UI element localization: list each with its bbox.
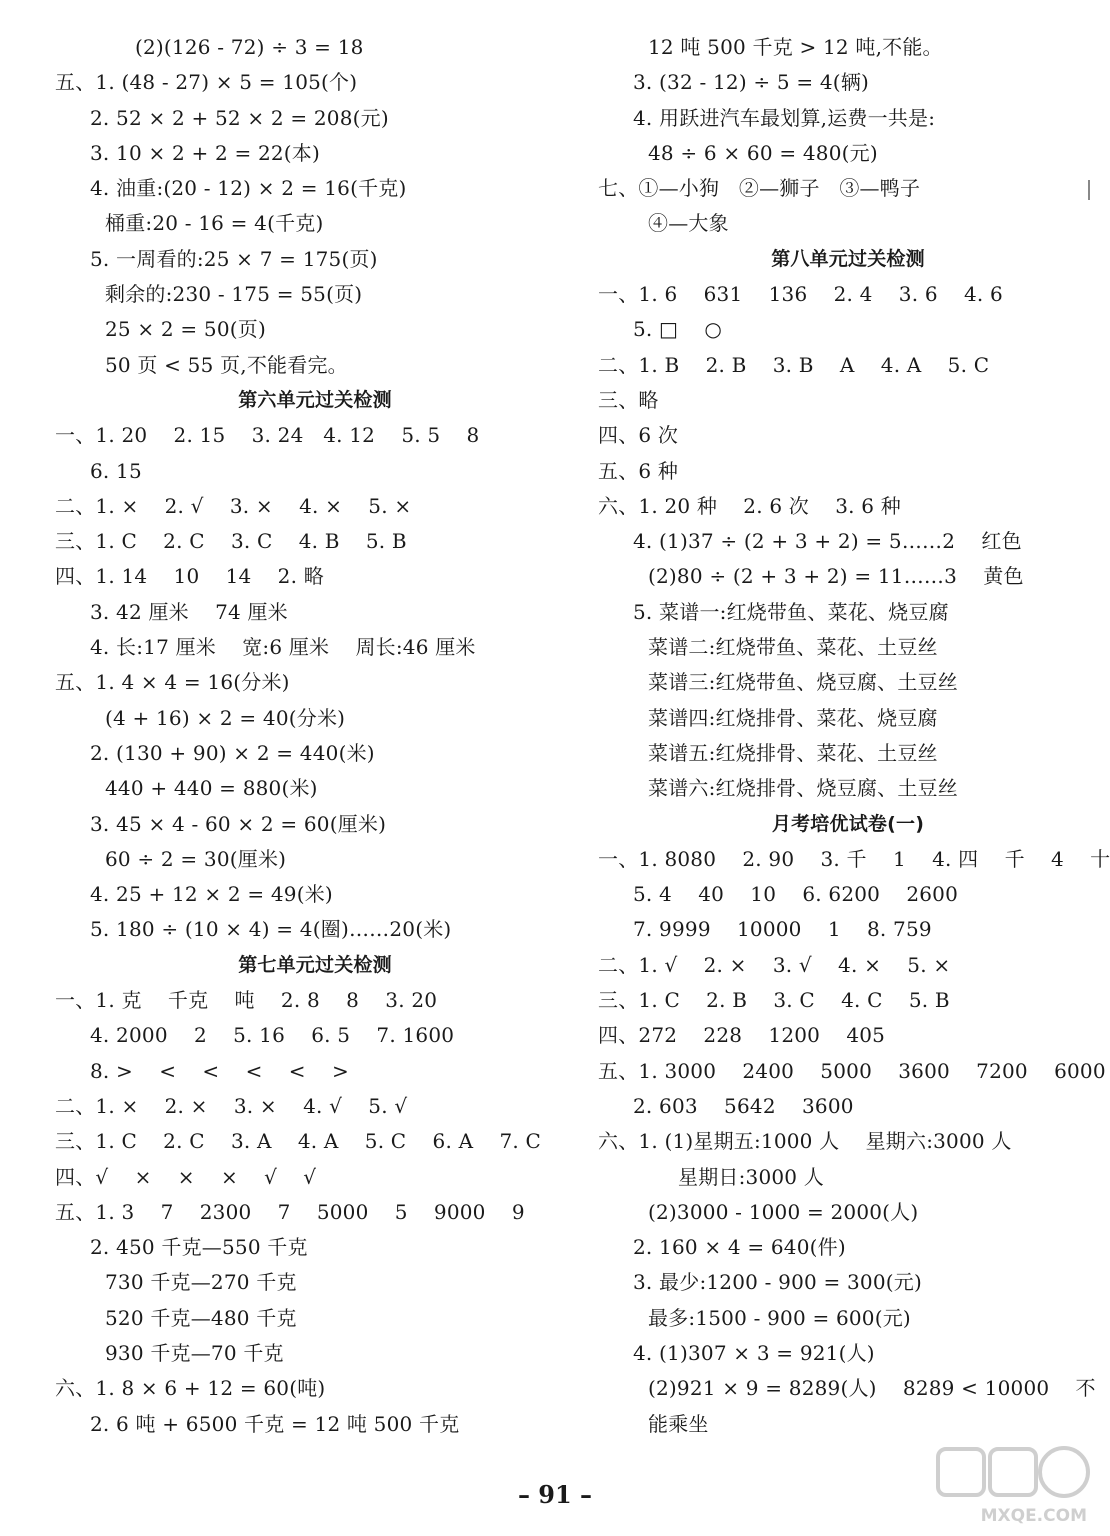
answer-line: 二、1. √ 2. × 3. √ 4. × 5. × (598, 952, 951, 977)
left-column (55, 30, 575, 1442)
answer-line: 一、1. 6 631 136 2. 4 3. 6 4. 6 (598, 282, 1003, 307)
answer-line: ④—大象 (648, 211, 729, 236)
margin-mark (1088, 180, 1090, 200)
answer-line: 最多:1500 - 900 = 600(元) (648, 1305, 911, 1330)
answer-line: 菜谱四:红烧排骨、菜花、烧豆腐 (648, 705, 938, 730)
watermark-logo (930, 1445, 1095, 1530)
answer-line: 一、1. 20 2. 15 3. 24 4. 12 5. 5 8 (55, 423, 480, 448)
answer-line: 菜谱二:红烧带鱼、菜花、土豆丝 (648, 635, 938, 660)
answer-line: 5. 180 ÷ (10 × 4) = 4(圈)……20(米) (90, 917, 452, 942)
answer-line: 3. 45 × 4 - 60 × 2 = 60(厘米) (90, 811, 387, 836)
answer-line: 菜谱六:红烧排骨、烧豆腐、土豆丝 (648, 776, 958, 801)
section-heading: 第六单元过关检测 (238, 388, 392, 411)
answer-line: 4. 2000 2 5. 16 6. 5 7. 1600 (90, 1023, 455, 1048)
answer-line: 一、1. 克 千克 吨 2. 8 8 3. 20 (55, 988, 438, 1013)
answer-line: (2)921 × 9 = 8289(人) 8289 < 10000 不 (648, 1376, 1096, 1401)
answer-line: 二、1. B 2. B 3. B A 4. A 5. C (598, 352, 990, 377)
answer-line: 二、1. × 2. √ 3. × 4. × 5. × (55, 493, 412, 518)
answer-line: 4. 用跃进汽车最划算,运费一共是: (633, 105, 936, 130)
answer-line: 剩余的:230 - 175 = 55(页) (105, 282, 363, 307)
answer-line: 48 ÷ 6 × 60 = 480(元) (648, 140, 878, 165)
answer-line: 2. 603 5642 3600 (633, 1093, 854, 1118)
answer-line: 三、略 (598, 387, 659, 412)
answer-line: 520 千克—480 千克 (105, 1305, 297, 1330)
answer-line: 四、√ × × × √ √ (55, 1164, 317, 1189)
answer-line: 4. 油重:(20 - 12) × 2 = 16(千克) (90, 176, 407, 201)
answer-line: 5. 菜谱一:红烧带鱼、菜花、烧豆腐 (633, 599, 949, 624)
answer-line: (4 + 16) × 2 = 40(分米) (105, 705, 346, 730)
answer-line: 50 页 < 55 页,不能看完。 (105, 352, 348, 377)
answer-line: 菜谱五:红烧排骨、菜花、土豆丝 (648, 740, 938, 765)
section-heading: 月考培优试卷(一) (771, 812, 925, 835)
answer-line: 2. 52 × 2 + 52 × 2 = 208(元) (90, 105, 389, 130)
answer-line: 60 ÷ 2 = 30(厘米) (105, 846, 287, 871)
answer-line: 8. > < < < < > (90, 1058, 349, 1083)
answer-line: 2. 160 × 4 = 640(件) (633, 1235, 846, 1260)
answer-line: 4. (1)307 × 3 = 921(人) (633, 1340, 875, 1365)
answer-line: 440 + 440 = 880(米) (105, 776, 318, 801)
answer-line: 3. 10 × 2 + 2 = 22(本) (90, 140, 321, 165)
answer-line: 730 千克—270 千克 (105, 1270, 297, 1295)
answer-line: (2)3000 - 1000 = 2000(人) (648, 1199, 919, 1224)
answer-line: 四、272 228 1200 405 (598, 1023, 886, 1048)
answer-line: 25 × 2 = 50(页) (105, 317, 266, 342)
answer-line: 2. (130 + 90) × 2 = 440(米) (90, 740, 375, 765)
answer-line: 七、①—小狗 ②—狮子 ③—鸭子 (598, 176, 921, 201)
watermark-text: MXQE.COM (980, 1506, 1087, 1526)
answer-line: 6. 15 (90, 458, 142, 483)
answer-line: 4. 长:17 厘米 宽:6 厘米 周长:46 厘米 (90, 635, 476, 660)
answer-line: 三、1. C 2. C 3. C 4. B 5. B (55, 529, 407, 554)
answer-line: 5. 一周看的:25 × 7 = 175(页) (90, 246, 378, 271)
page-number: – 91 – (517, 1480, 593, 1509)
answer-line: 五、1. 4 × 4 = 16(分米) (55, 670, 290, 695)
answer-line: 二、1. × 2. × 3. × 4. √ 5. √ (55, 1093, 408, 1118)
answer-line: 4. 25 + 12 × 2 = 49(米) (90, 882, 333, 907)
answer-line: 3. (32 - 12) ÷ 5 = 4(辆) (633, 70, 870, 95)
answer-line: 五、1. (48 - 27) × 5 = 105(个) (55, 70, 358, 95)
answer-line: 五、1. 3000 2400 5000 3600 7200 6000 (598, 1058, 1106, 1083)
answer-line: 5. □ ○ (633, 317, 723, 342)
answer-line: 930 千克—70 千克 (105, 1340, 284, 1365)
right-column (598, 30, 1110, 1442)
answer-line: (2)80 ÷ (2 + 3 + 2) = 11……3 黄色 (648, 564, 1024, 589)
answer-line: 5. 4 40 10 6. 6200 2600 (633, 882, 959, 907)
answer-line: 三、1. C 2. B 3. C 4. C 5. B (598, 988, 950, 1013)
answer-line: 五、1. 3 7 2300 7 5000 5 9000 9 (55, 1199, 525, 1224)
answer-line: 桶重:20 - 16 = 4(千克) (105, 211, 324, 236)
answer-line: 3. 最少:1200 - 900 = 300(元) (633, 1270, 922, 1295)
section-heading: 第七单元过关检测 (238, 953, 392, 976)
answer-line: 7. 9999 10000 1 8. 759 (633, 917, 932, 942)
answer-line: 三、1. C 2. C 3. A 4. A 5. C 6. A 7. C (55, 1129, 541, 1154)
answer-line: 12 吨 500 千克 > 12 吨,不能。 (648, 35, 943, 59)
answer-line: 3. 42 厘米 74 厘米 (90, 599, 288, 624)
answer-line: 五、6 种 (598, 458, 679, 483)
answer-line: 2. 6 吨 + 6500 千克 = 12 吨 500 千克 (90, 1411, 460, 1436)
answer-line: 六、1. 20 种 2. 6 次 3. 6 种 (598, 493, 901, 518)
answer-line: 四、6 次 (598, 423, 679, 448)
answer-line: 星期日:3000 人 (678, 1164, 824, 1189)
section-heading: 第八单元过关检测 (771, 247, 925, 270)
answer-line: 2. 450 千克—550 千克 (90, 1235, 308, 1260)
answer-line: 六、1. (1)星期五:1000 人 星期六:3000 人 (598, 1129, 1012, 1154)
answer-line: 4. (1)37 ÷ (2 + 3 + 2) = 5……2 红色 (633, 529, 1022, 554)
answer-line: 六、1. 8 × 6 + 12 = 60(吨) (55, 1376, 326, 1401)
answer-line: 一、1. 8080 2. 90 3. 千 1 4. 四 千 4 十 (598, 846, 1110, 871)
answer-line: 四、1. 14 10 14 2. 略 (55, 564, 324, 589)
answer-line: (2)(126 - 72) ÷ 3 = 18 (135, 35, 364, 59)
answer-line: 菜谱三:红烧带鱼、烧豆腐、土豆丝 (648, 670, 958, 695)
answer-line: 能乘坐 (648, 1411, 709, 1436)
